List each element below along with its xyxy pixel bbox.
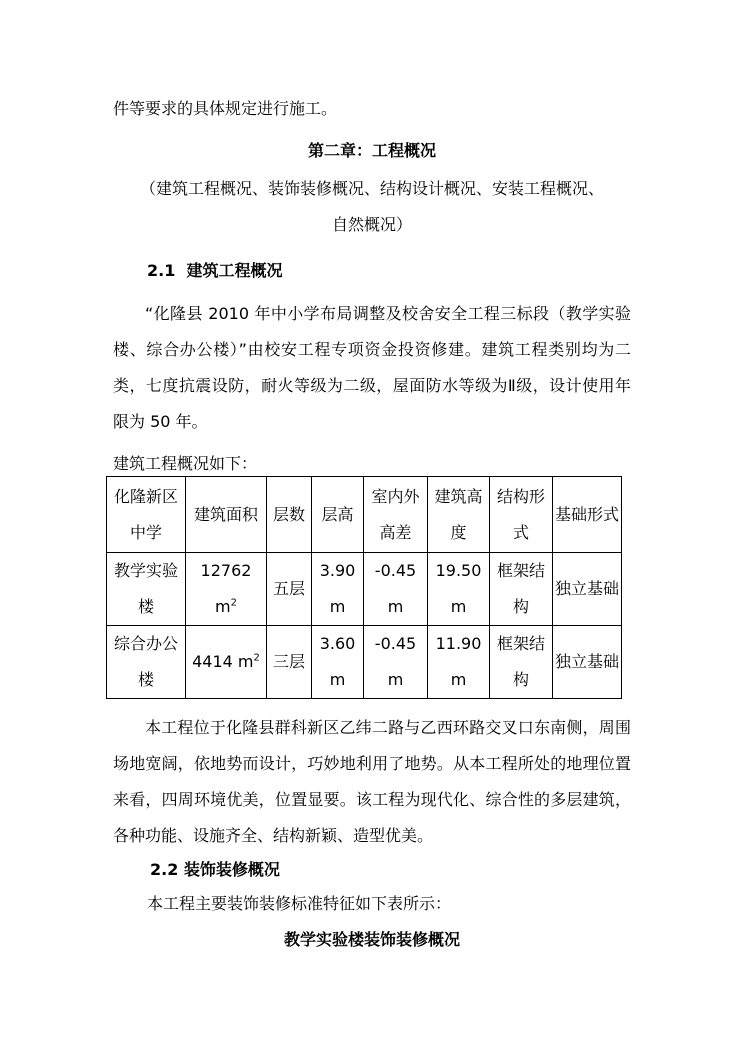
table-header-row: [107, 477, 622, 553]
elevation-diff-cell: [364, 626, 428, 699]
building-height-cell: [428, 626, 490, 699]
floor-height-unit: m: [329, 670, 346, 689]
area-unit-sup: 2: [253, 652, 260, 664]
building-height-value: 11.90: [435, 634, 482, 653]
floors-cell: 五层: [267, 553, 312, 626]
header-cell: 层高: [312, 477, 364, 553]
header-cell: 基础形式: [553, 477, 622, 553]
decoration-table-title: 教学实验楼装饰装修概况: [283, 930, 460, 949]
elevation-diff-value: -0.45: [374, 634, 417, 653]
area-cell: [186, 626, 267, 699]
foundation-cell: 独立基础: [553, 553, 622, 626]
chapter-subtitle-line1: （建筑工程概况、装饰装修概况、结构设计概况、安装工程概况、: [139, 179, 604, 198]
building-overview-table: [106, 476, 622, 699]
area-value: 4414 m: [192, 652, 254, 671]
table-caption: 建筑工程概况如下：: [113, 454, 258, 473]
floors-cell: 三层: [267, 626, 312, 699]
header-cell: 建筑面积: [186, 477, 267, 553]
header-cell: 室内外高差: [364, 477, 428, 553]
chapter-subtitle-line2: 自然概况）: [331, 215, 412, 234]
chapter-title: 第二章：工程概况: [307, 141, 436, 160]
area-value: 12762: [200, 561, 252, 580]
intro-tail-text: 件等要求的具体规定进行施工。: [113, 99, 338, 118]
structure-cell: 框架结构: [490, 553, 553, 626]
section-2-1-paragraph: “化隆县 2010 年中小学布局调整及校舍安全工程三标段（教学实验楼、综合办公楼）”由校安工程专项资金投资修建。建筑工程类别均为二类，七度抗震设防，耐火等级为二级，屋面防水等级为Ⅱ级，设计使用年限为 50 年。: [113, 304, 631, 431]
elevation-diff-value: -0.45: [374, 561, 417, 580]
header-cell: 结构形式: [490, 477, 553, 553]
header-cell: 化隆新区中学: [107, 477, 186, 553]
building-height-unit: m: [450, 597, 467, 616]
floor-height-cell: [312, 626, 364, 699]
table-row: [107, 626, 622, 699]
section-2-1-location-paragraph: 本工程位于化隆县群科新区乙纬二路与乙西环路交叉口东南侧，周围场地宽阔，依地势而设计，巧妙地利用了地势。从本工程所处的地理位置来看，四周环境优美，位置显要。该工程为现代化、综合性的多层建筑，各种功能、设施齐全、结构新颖、造型优美。: [113, 718, 631, 845]
section-2-2-paragraph: 本工程主要装饰装修标准特征如下表所示：: [147, 894, 452, 913]
building-name-cell: 教学实验楼: [107, 553, 186, 626]
building-height-unit: m: [450, 670, 467, 689]
structure-cell: 框架结构: [490, 626, 553, 699]
header-cell: 建筑高度: [428, 477, 490, 553]
elevation-diff-unit: m: [387, 670, 404, 689]
elevation-diff-unit: m: [387, 597, 404, 616]
building-height-value: 19.50: [435, 561, 482, 580]
floor-height-unit: m: [329, 597, 346, 616]
building-height-cell: [428, 553, 490, 626]
building-name-cell: 综合办公楼: [107, 626, 186, 699]
floor-height-value: 3.60: [319, 634, 356, 653]
section-2-1-heading: 2.1 建筑工程概况: [147, 261, 283, 280]
area-cell: [186, 553, 267, 626]
floor-height-cell: [312, 553, 364, 626]
floor-height-value: 3.90: [319, 561, 356, 580]
section-2-2-heading: 2.2 装饰装修概况: [150, 860, 280, 879]
area-unit: m: [215, 597, 231, 616]
table-row: [107, 553, 622, 626]
header-cell: 层数: [267, 477, 312, 553]
area-unit-sup: 2: [230, 597, 237, 609]
elevation-diff-cell: [364, 553, 428, 626]
foundation-cell: 独立基础: [553, 626, 622, 699]
